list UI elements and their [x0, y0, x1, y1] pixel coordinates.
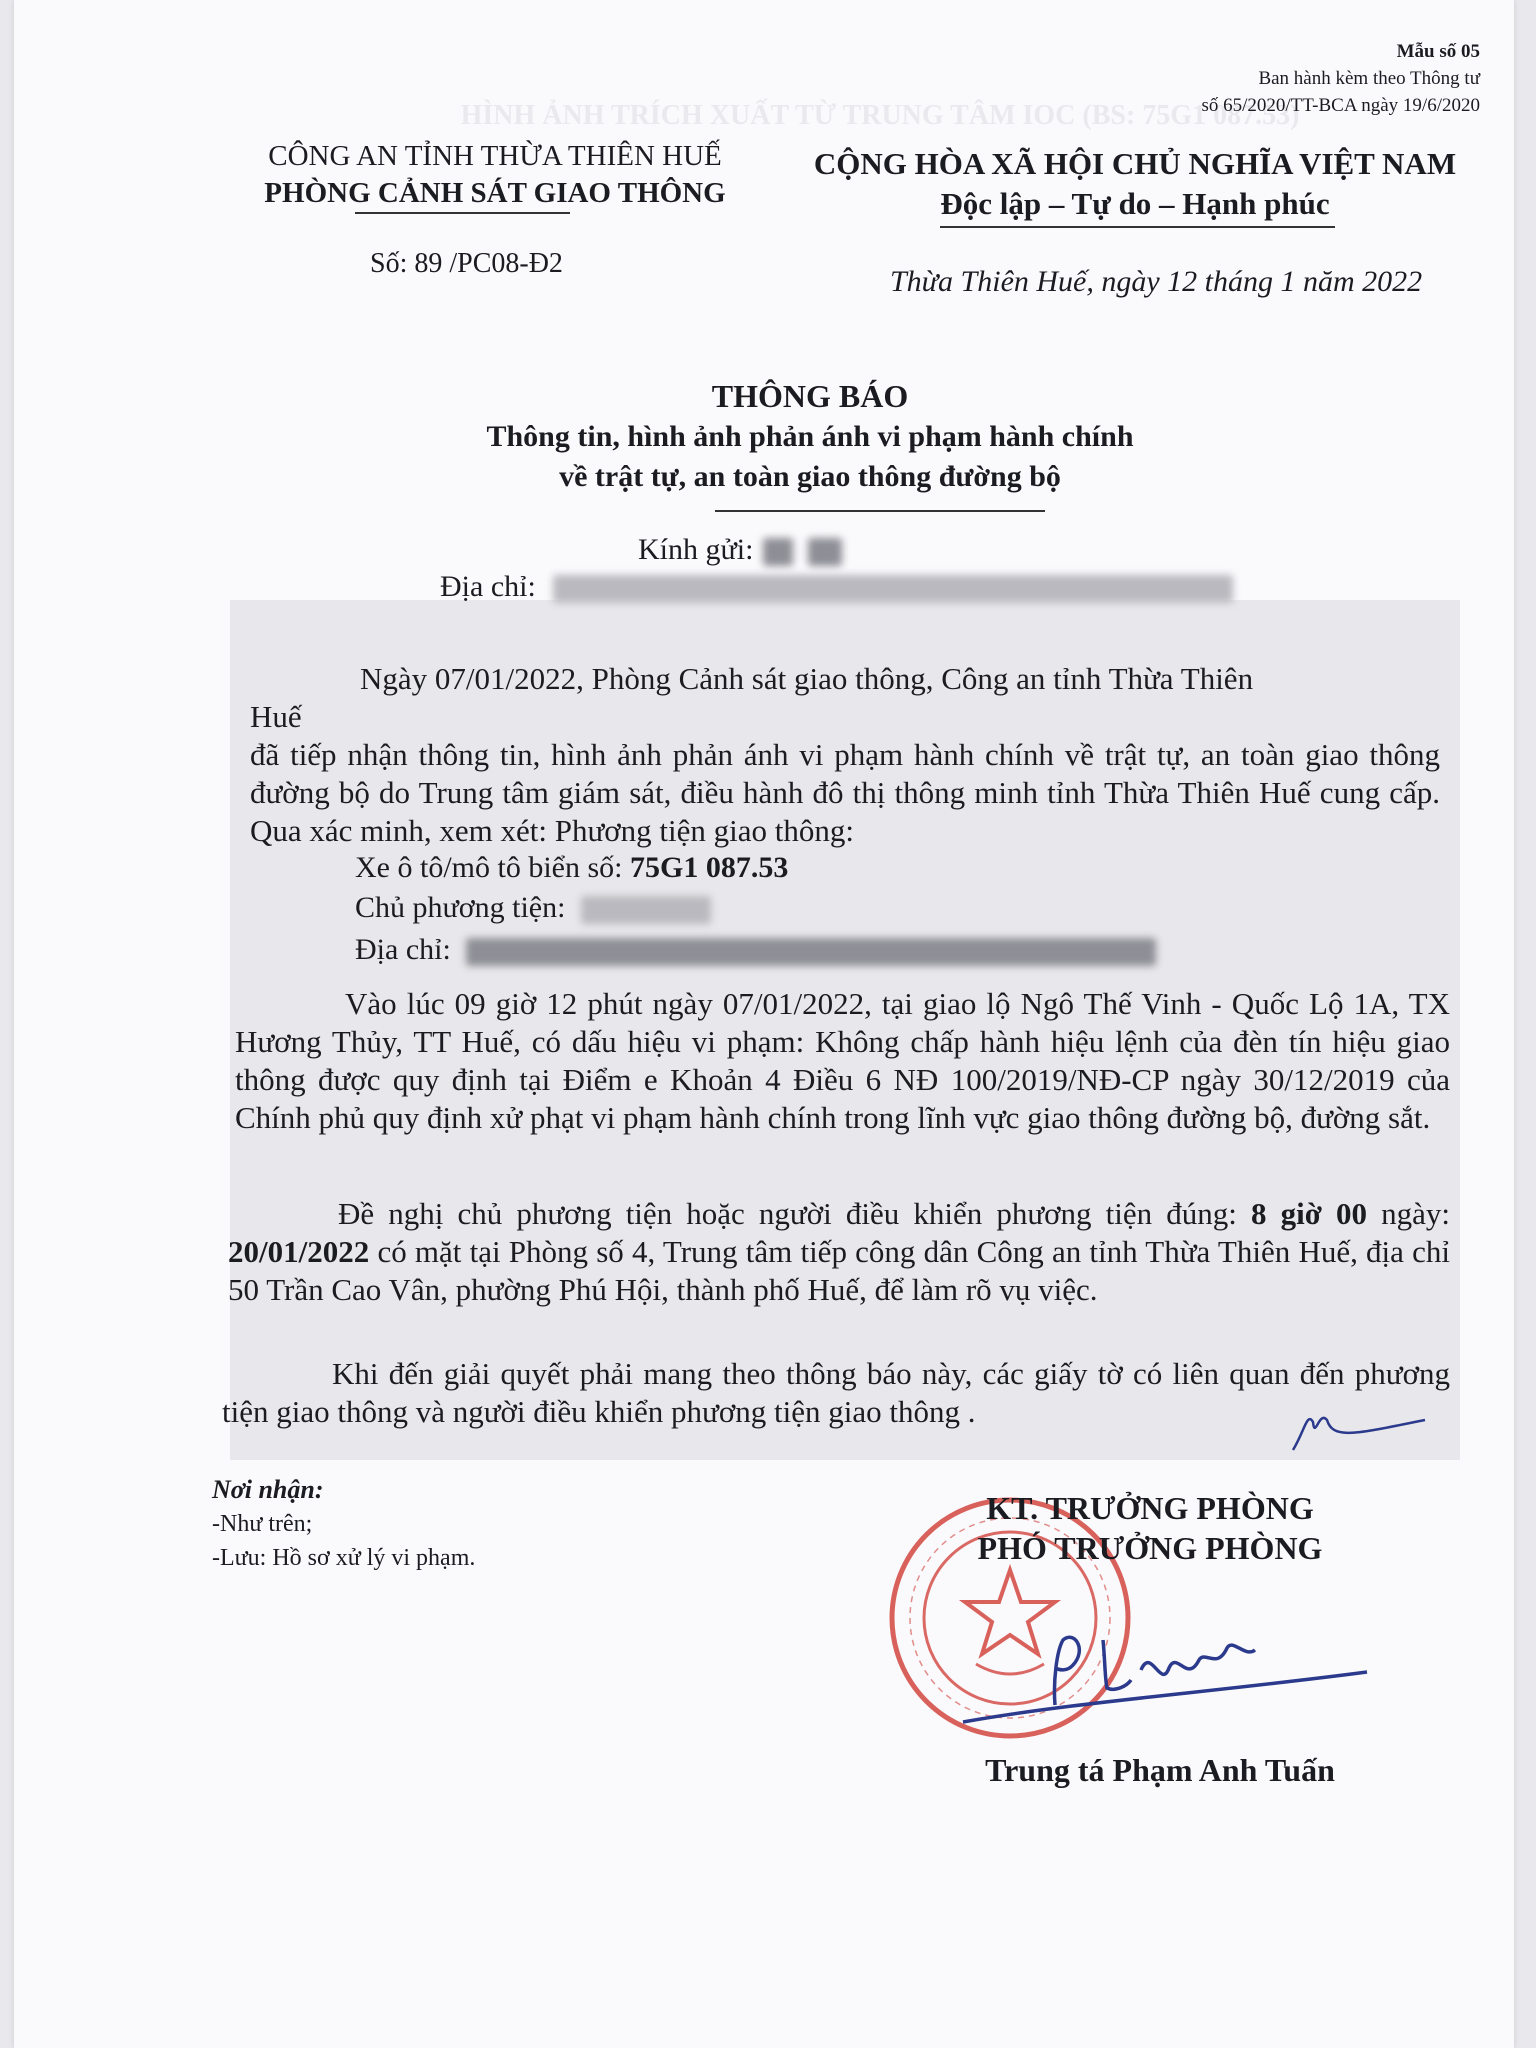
plate-label: Xe ô tô/mô tô biển số: [355, 851, 630, 884]
owner-address-label: Địa chỉ: [355, 933, 451, 966]
addressee-line [638, 533, 842, 567]
title-sub1: Thông tin, hình ảnh phản ánh vi phạm hành chính [486, 420, 1134, 453]
owner-address-line [355, 933, 1156, 967]
address-label: Địa chỉ: [440, 570, 536, 603]
intro-hue: Huế [250, 699, 302, 734]
document-date: Thừa Thiên Huế, ngày 12 tháng 1 năm 2022 [890, 265, 1423, 298]
signature-title [890, 1488, 1410, 1568]
form-issued-line2: số 65/2020/TT-BCA ngày 19/6/2020 [1201, 95, 1480, 116]
motto-underline [940, 226, 1335, 228]
paragraph-request [228, 1195, 1450, 1309]
paragraph-violation: Vào lúc 09 giờ 12 phút ngày 07/01/2022, tại giao lộ Ngô Thế Vinh - Quốc Lộ 1A, TX Hương Thủy, TT Huế, có dấu hiệu vi phạm: Không chấp hành hiệu lệnh của đèn tín hiệu giao thông được quy định tại Điểm e Khoản 4 Điều 6 NĐ 100/2019/NĐ-CP ngày 30/12/2019 của Chính phủ quy định xử phạt vi phạm hành chính trong lĩnh vực giao thông đường bộ, đường sắt. [235, 986, 1450, 1135]
nation-motto: Độc lập – Tự do – Hạnh phúc [940, 186, 1330, 221]
owner-label: Chủ phương tiện: [355, 891, 566, 924]
form-number: Mẫu số 05 [1396, 41, 1480, 62]
owner-line [355, 891, 711, 925]
addressee-address-line [440, 570, 1233, 604]
recipients-block [212, 1473, 475, 1575]
agency-header [225, 138, 765, 212]
form-issued-line1: Ban hành kèm theo Thông tư [1258, 68, 1480, 89]
signer-name: Trung tá Phạm Anh Tuấn [985, 1752, 1335, 1788]
form-number-block [1201, 38, 1480, 119]
title-main: THÔNG BÁO [711, 378, 909, 414]
signature-title1: KT. TRƯỞNG PHÒNG [986, 1490, 1314, 1526]
plate-number: 75G1 087.53 [629, 851, 789, 884]
document-title [360, 375, 1260, 497]
addressee-label: Kính gửi: [638, 533, 754, 566]
redacted-owner-address [466, 938, 1156, 966]
handwritten-signature [955, 1610, 1375, 1740]
redacted-owner [581, 896, 711, 924]
initial-mark [1285, 1400, 1435, 1460]
paragraph-bring: Khi đến giải quyết phải mang theo thông báo này, các giấy tờ có liên quan đến phương tiện giao thông và người điều khiển phương tiện giao thông . [222, 1356, 1450, 1429]
recipients-line2: -Lưu: Hồ sơ xử lý vi phạm. [212, 1545, 476, 1571]
watermark-text: HÌNH ẢNH TRÍCH XUẤT TỪ TRUNG TÂM IOC (BS: 75G1 087.53) [460, 100, 1300, 131]
agency-line1: CÔNG AN TỈNH THỪA THIÊN HUẾ [268, 140, 722, 172]
intro-rest: đã tiếp nhận thông tin, hình ảnh phản ánh vi phạm hành chính về trật tự, an toàn giao thông đường bộ do Trung tâm giám sát, điều hành đô thị thông minh tỉnh Thừa Thiên Huế cung cấp. Qua xác minh, xem xét: Phương tiện giao thông: [250, 737, 1440, 848]
intro-first-line: Ngày 07/01/2022, Phòng Cảnh sát giao thông, Công an tỉnh Thừa Thiên [360, 661, 1254, 696]
agency-underline [355, 212, 570, 214]
redacted-address [553, 575, 1233, 603]
redacted-name [763, 538, 793, 566]
request-text-a: Đề nghị chủ phương tiện hoặc người điều khiển phương tiện đúng: [338, 1196, 1251, 1231]
document-number: Số: 89 /PC08-Đ2 [370, 248, 563, 279]
nation-line1: CỘNG HÒA XÃ HỘI CHỦ NGHĨA VIỆT NAM [813, 146, 1457, 181]
request-date: 20/01/2022 [228, 1234, 370, 1269]
request-text-c: có mặt tại Phòng số 4, Trung tâm tiếp công dân Công an tỉnh Thừa Thiên Huế, địa chỉ 50 Trần Cao Vân, phường Phú Hội, thành phố Huế, để làm rõ vụ việc. [228, 1234, 1450, 1307]
title-rule [715, 510, 1045, 512]
signature-title2: PHÓ TRƯỞNG PHÒNG [977, 1530, 1323, 1566]
plate-line [355, 851, 788, 885]
request-text-b: ngày: [1367, 1196, 1451, 1231]
agency-line2: PHÒNG CẢNH SÁT GIAO THÔNG [264, 177, 726, 209]
title-sub2: về trật tự, an toàn giao thông đường bộ [559, 460, 1061, 493]
redacted-name-2 [808, 538, 842, 566]
request-time: 8 giờ 00 [1251, 1196, 1368, 1231]
national-header [775, 144, 1495, 224]
paragraph-intro [250, 660, 1440, 850]
recipients-line1: -Như trên; [212, 1511, 313, 1537]
recipients-heading: Nơi nhận: [212, 1475, 324, 1504]
